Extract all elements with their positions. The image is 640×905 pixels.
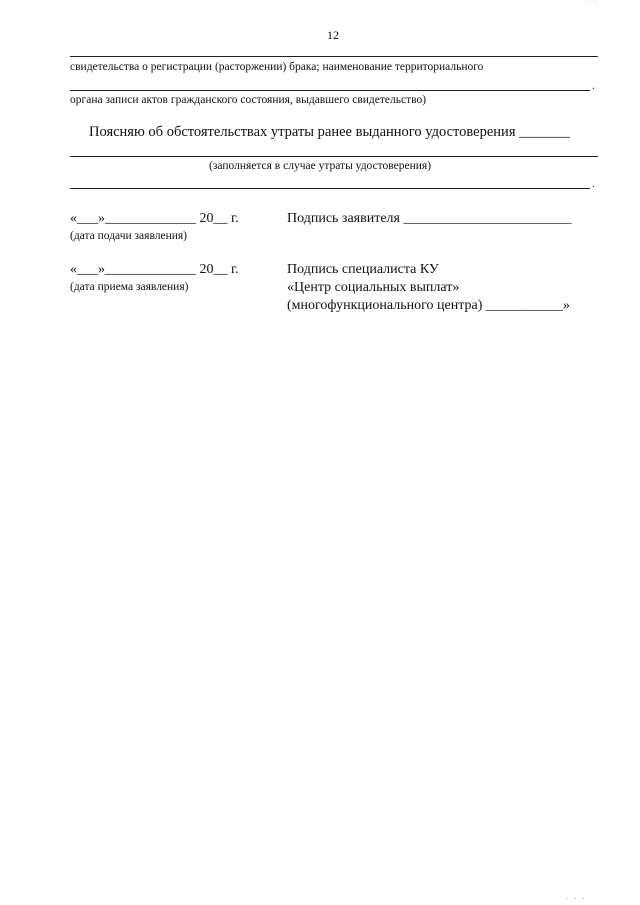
edge-mark-bottom-right: · · · bbox=[566, 895, 587, 903]
explanation-text: Поясняю об обстоятельствах утраты ранее выданного удостоверения _______ bbox=[89, 124, 570, 140]
explanation-rule-2 bbox=[70, 188, 590, 189]
certificate-line-1: свидетельства о регистрации (расторжении) брака; наименование территориального bbox=[70, 61, 484, 73]
certificate-rule-2 bbox=[70, 90, 590, 91]
applicant-date-line: «___»_____________ 20__ г. bbox=[70, 211, 239, 226]
specialist-signature-line-2: «Центр социальных выплат» bbox=[287, 280, 460, 295]
applicant-signature: Подпись заявителя ________________________ bbox=[287, 211, 572, 226]
specialist-signature-line-3: (многофункционального центра) ___________» bbox=[287, 298, 570, 313]
certificate-line-end: . bbox=[592, 80, 595, 92]
edge-mark-top-right: · · bbox=[586, 0, 599, 6]
specialist-signature-line-1: Подпись специалиста КУ bbox=[287, 262, 439, 277]
top-rule bbox=[70, 56, 598, 57]
page-number: 12 bbox=[327, 28, 339, 42]
specialist-date-line: «___»_____________ 20__ г. bbox=[70, 262, 239, 277]
certificate-line-3: органа записи актов гражданского состояния, выдавшего свидетельство) bbox=[70, 94, 427, 106]
specialist-date-caption: (дата приема заявления) bbox=[70, 281, 189, 293]
explanation-rule-1 bbox=[70, 156, 598, 157]
applicant-date-caption: (дата подачи заявления) bbox=[70, 230, 187, 242]
explanation-note: (заполняется в случае утраты удостоверения) bbox=[209, 160, 432, 172]
explanation-end-mark: . bbox=[592, 178, 595, 190]
